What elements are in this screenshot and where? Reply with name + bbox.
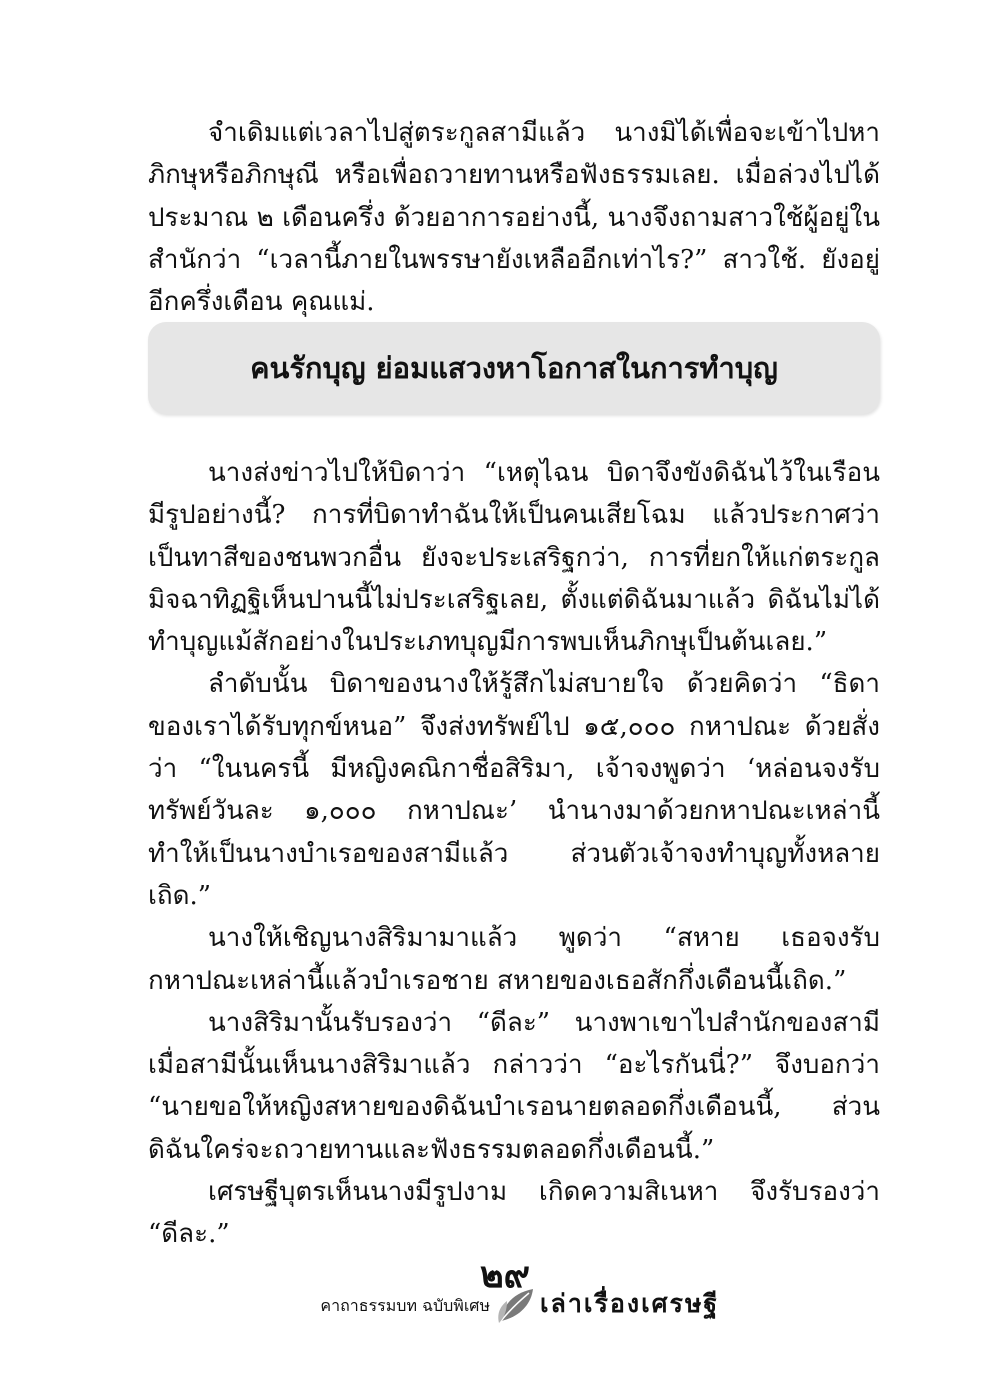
story-paragraph: นางส่งข่าวไปให้บิดาว่า “เหตุไฉน บิดาจึงขังดิฉันไว้ในเรือน มีรูปอย่างนี้? การที่บิดาทำฉันให้เป็นคนเสียโฉม แล้วประกาศว่า เป็นทาสีของชนพวกอื่น ยังจะประเสริฐกว่า, การที่ยกให้แก่ตระกูลมิจฉาทิฏฐิเห็นปานนี้ไม่ประเสริฐเลย, ตั้งแต่ดิฉันมาแล้ว ดิฉันไม่ได้ทำบุญแม้สักอย่างในประเภทบุญมีการพบเห็นภิกษุเป็นต้นเลย.”	[148, 458, 880, 658]
section-heading-box	[148, 322, 880, 414]
page-footer	[0, 1255, 1000, 1335]
intro-paragraph: จำเดิมแต่เวลาไปสู่ตระกูลสามีแล้ว นางมิได้เพื่อจะเข้าไปหาภิกษุหรือภิกษุณี หรือเพื่อถวายทานหรือฟังธรรมเลย. เมื่อล่วงไปได้ประมาณ ๒ เดือนครึ่ง ด้วยอาการอย่างนี้, นางจึงถามสาวใช้ผู้อยู่ในสำนักว่า “เวลานี้ภายในพรรษายังเหลืออีกเท่าไร?” สาวใช้. ยังอยู่อีกครึ่งเดือน คุณแม่.	[148, 118, 880, 318]
page-number: ๒๙	[479, 1254, 531, 1296]
section-heading: คนรักบุญ ย่อมแสวงหาโอกาสในการทำบุญ	[250, 351, 778, 385]
book-title: คาถาธรรมบท ฉบับพิเศษ	[320, 1296, 490, 1315]
story-paragraph: ลำดับนั้น บิดาของนางให้รู้สึกไม่สบายใจ ด้วยคิดว่า “ธิดาของเราได้รับทุกข์หนอ” จึงส่งทรัพย์ไป ๑๕,๐๐๐ กหาปณะ ด้วยสั่งว่า “ในนครนี้ มีหญิงคณิกาชื่อสิริมา, เจ้าจงพูดว่า ‘หล่อนจงรับทรัพย์วันละ ๑,๐๐๐ กหาปณะ’ นำนางมาด้วยกหาปณะเหล่านี้ ทำให้เป็นนางบำเรอของสามีแล้ว ส่วนตัวเจ้าจงทำบุญทั้งหลายเถิด.”	[148, 669, 880, 911]
story-paragraph: นางให้เชิญนางสิริมามาแล้ว พูดว่า “สหาย เธอจงรับกหาปณะเหล่านี้แล้วบำเรอชาย สหายของเธอสักกึ่งเดือนนี้เถิด.”	[148, 923, 880, 996]
story-paragraph: นางสิริมานั้นรับรองว่า “ดีละ” นางพาเขาไปสำนักของสามี เมื่อสามีนั้นเห็นนางสิริมาแล้ว กล่าวว่า “อะไรกันนี่?” จึงบอกว่า “นายขอให้หญิงสหายของดิฉันบำเรอนายตลอดกึ่งเดือนนี้, ส่วนดิฉันใคร่จะถวายทานและฟังธรรมตลอดกึ่งเดือนนี้.”	[148, 1007, 880, 1165]
leaf-icon	[495, 1285, 537, 1325]
series-title: เล่าเรื่องเศรษฐี	[540, 1289, 720, 1318]
story-section	[148, 452, 880, 1256]
story-paragraph: เศรษฐีบุตรเห็นนางมีรูปงาม เกิดความสิเนหา จึงรับรองว่า “ดีละ.”	[148, 1177, 880, 1250]
intro-section	[148, 112, 880, 323]
